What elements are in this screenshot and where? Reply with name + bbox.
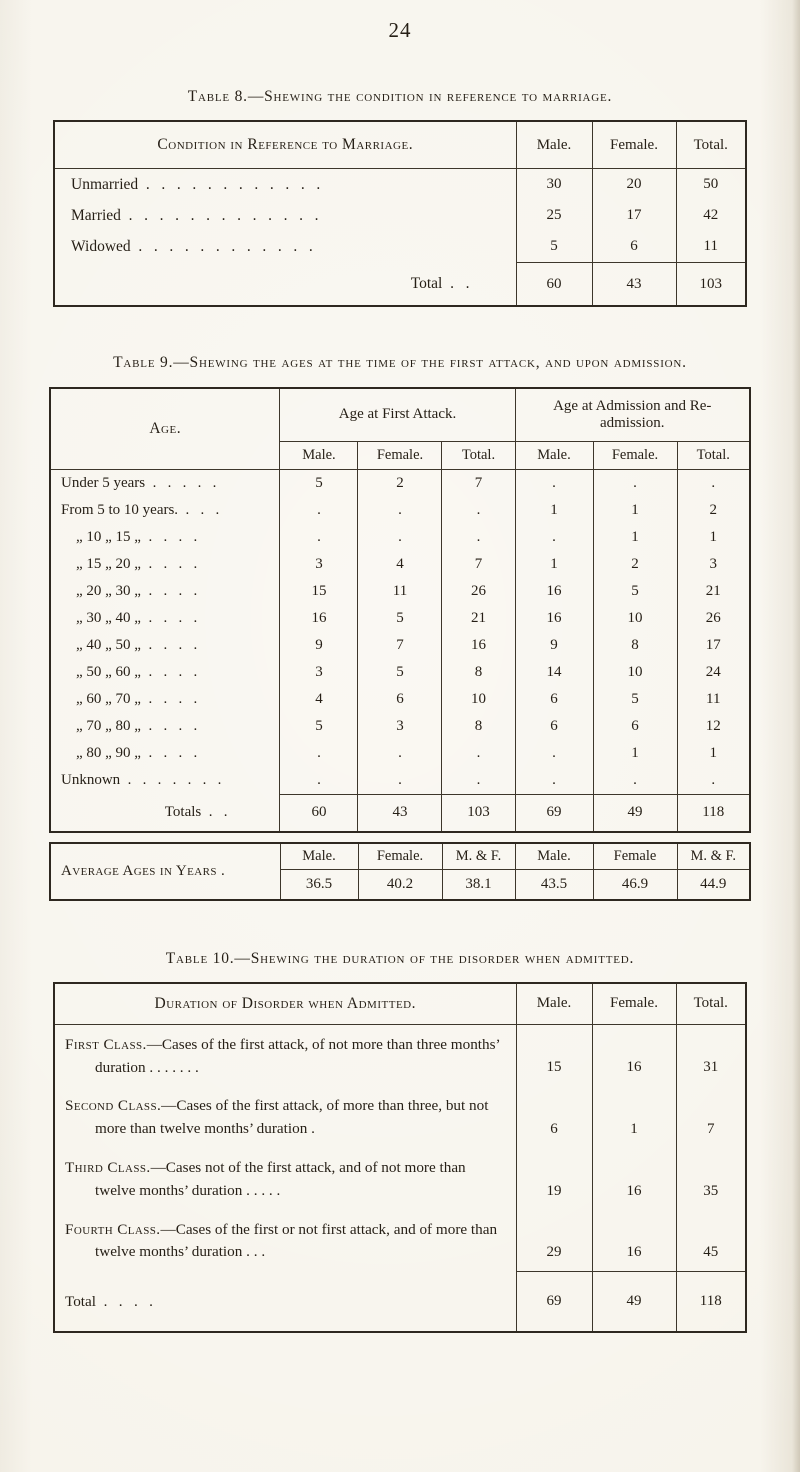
table9-admission-total-cell: 3 [677, 551, 750, 578]
table9-age-cell: „ 20 „ 30 „ . . . . [50, 578, 280, 605]
table9-row [50, 605, 750, 632]
table9-admission-total-header: Total. [677, 441, 750, 469]
table9-row [50, 469, 750, 497]
table9-attack-total-cell: 26 [442, 578, 515, 605]
table9-admission-total-cell: 11 [677, 686, 750, 713]
table10-total-total: 118 [676, 1271, 746, 1332]
table9-admission-female-cell: . [593, 767, 677, 795]
table10-header-duration: Duration of Disorder when Admitted. [54, 983, 516, 1025]
table9-attack-male-cell: 16 [280, 605, 358, 632]
table10-total-cell: 7 [676, 1086, 746, 1148]
table9-admission-total-cell: 26 [677, 605, 750, 632]
table9 [49, 387, 751, 833]
average-header-row [50, 843, 750, 870]
table9-admission-total-cell: 21 [677, 578, 750, 605]
table10-header-male: Male. [516, 983, 592, 1025]
table9-attack-male-cell: 9 [280, 632, 358, 659]
table9-admission-male-cell: 14 [515, 659, 593, 686]
average-admission-female-header: Female [593, 843, 677, 870]
table9-attack-total-cell: . [442, 767, 515, 795]
average-attack-female-value: 40.2 [358, 869, 442, 900]
table9-attack-female-cell: . [358, 740, 442, 767]
table9-attack-male-cell: 5 [280, 469, 358, 497]
table9-admission-female-cell: 1 [593, 740, 677, 767]
average-admission-mf-header: M. & F. [677, 843, 750, 870]
table10-total-cell: 31 [676, 1024, 746, 1086]
table9-admission-male-cell: 16 [515, 605, 593, 632]
table10-row [54, 1210, 746, 1272]
table9-attack-male-cell: 3 [280, 551, 358, 578]
table10-total-cell: 45 [676, 1210, 746, 1272]
table10-male-cell: 15 [516, 1024, 592, 1086]
table9-header-attack-group: Age at First Attack. [280, 388, 515, 442]
table8-total-label: Total . . [54, 263, 516, 307]
table9-age-cell: „ 10 „ 15 „ . . . . [50, 524, 280, 551]
table9-attack-total-cell: 7 [442, 551, 515, 578]
table9-admission-female-cell: 10 [593, 605, 677, 632]
table9-attack-total-cell: . [442, 524, 515, 551]
table10-row [54, 1148, 746, 1210]
table9-attack-total-cell: 21 [442, 605, 515, 632]
table8-condition-cell: Married . . . . . . . . . . . . . [54, 200, 516, 231]
table9-header-age: Age. [50, 388, 280, 470]
table9-totals-label: Totals . . [50, 794, 280, 832]
table9-attack-female-cell: 2 [358, 469, 442, 497]
table9-attack-male-cell: . [280, 767, 358, 795]
table9-attack-total-cell: 8 [442, 659, 515, 686]
page-number: 24 [388, 18, 412, 42]
table9-admission-female-cell: 1 [593, 524, 677, 551]
table9-attack-female-cell: . [358, 524, 442, 551]
table9-row [50, 524, 750, 551]
table8-female-cell: 6 [592, 231, 676, 263]
table9-admission-total-cell: . [677, 767, 750, 795]
table9-attack-total-cell: 10 [442, 686, 515, 713]
table9-age-cell: „ 80 „ 90 „ . . . . [50, 740, 280, 767]
table9-admission-female-cell: 2 [593, 551, 677, 578]
table9-admission-male-cell: 1 [515, 551, 593, 578]
table9-admission-total-cell: 24 [677, 659, 750, 686]
table10-duration-cell [54, 1024, 516, 1086]
table9-attack-male-cell: 5 [280, 713, 358, 740]
class-label: Third Class. [65, 1158, 151, 1176]
table9-attack-total-cell: . [442, 740, 515, 767]
table9-row [50, 740, 750, 767]
table9-admission-male-cell: 9 [515, 632, 593, 659]
class-description: —Cases of the first attack, of more than three, but not more than twelve months’ duration . [95, 1097, 489, 1138]
table9-age-cell: „ 50 „ 60 „ . . . . [50, 659, 280, 686]
table9-age-cell: „ 60 „ 70 „ . . . . [50, 686, 280, 713]
class-label: Fourth Class. [65, 1220, 161, 1238]
table8-female-cell: 20 [592, 169, 676, 201]
table9-row [50, 551, 750, 578]
average-admission-mf-value: 44.9 [677, 869, 750, 900]
table9-age-cell: „ 30 „ 40 „ . . . . [50, 605, 280, 632]
table10-total-row [54, 1271, 746, 1332]
table10-duration-cell [54, 1210, 516, 1272]
table9-admission-total-cell: 2 [677, 497, 750, 524]
table9-header-admission-group: Age at Admission and Re-admission. [515, 388, 750, 442]
table9-age-cell: Under 5 years . . . . . [50, 469, 280, 497]
table9-admission-total-cell: . [677, 469, 750, 497]
table8-total-cell: 11 [676, 231, 746, 263]
table9-admission-female-cell: 10 [593, 659, 677, 686]
table9-row [50, 686, 750, 713]
table9-admission-total-cell: 12 [677, 713, 750, 740]
table8-male-cell: 30 [516, 169, 592, 201]
table9-attack-female-cell: 6 [358, 686, 442, 713]
table10 [53, 982, 747, 1333]
table8-total-cell: 42 [676, 200, 746, 231]
table9-admission-female-cell: 6 [593, 713, 677, 740]
table8-male-cell: 25 [516, 200, 592, 231]
table9-totals-row [50, 794, 750, 832]
table9-totals-admission-male: 69 [515, 794, 593, 832]
table9-admission-male-header: Male. [515, 441, 593, 469]
table9-attack-female-cell: 4 [358, 551, 442, 578]
table9-admission-male-cell: . [515, 469, 593, 497]
table9-average-table [49, 842, 751, 901]
average-admission-male-header: Male. [515, 843, 593, 870]
table9-totals-attack-female: 43 [358, 794, 442, 832]
table9-attack-female-header: Female. [358, 441, 442, 469]
table8-total-row [54, 263, 746, 307]
table9-admission-total-cell: 1 [677, 740, 750, 767]
table9-attack-male-cell: 3 [280, 659, 358, 686]
table8-row [54, 200, 746, 231]
table9-admission-female-header: Female. [593, 441, 677, 469]
table8-row [54, 169, 746, 201]
class-label: Second Class. [65, 1097, 162, 1115]
table9-admission-total-cell: 17 [677, 632, 750, 659]
class-label: First Class. [65, 1035, 147, 1053]
table9-admission-male-cell: . [515, 740, 593, 767]
table10-female-cell: 1 [592, 1086, 676, 1148]
table8-total-male: 60 [516, 263, 592, 307]
table8-condition-cell: Widowed . . . . . . . . . . . . [54, 231, 516, 263]
table9-attack-total-header: Total. [442, 441, 515, 469]
table8-header-condition: Condition in Reference to Marriage. [54, 121, 516, 169]
table10-male-cell: 6 [516, 1086, 592, 1148]
table9-age-cell: „ 15 „ 20 „ . . . . [50, 551, 280, 578]
table9-admission-female-cell: . [593, 469, 677, 497]
table9-row [50, 713, 750, 740]
table9-age-cell: Unknown . . . . . . . [50, 767, 280, 795]
average-admission-female-value: 46.9 [593, 869, 677, 900]
table8-header-row [54, 121, 746, 169]
table9-admission-female-cell: 8 [593, 632, 677, 659]
table10-total-label: Total . . . . [54, 1271, 516, 1332]
table8-header-total: Total. [676, 121, 746, 169]
table10-header-row [54, 983, 746, 1025]
table9-age-cell: From 5 to 10 years. . . . [50, 497, 280, 524]
table10-duration-cell [54, 1148, 516, 1210]
table10-row [54, 1024, 746, 1086]
table9-admission-female-cell: 5 [593, 686, 677, 713]
average-attack-mf-value: 38.1 [442, 869, 515, 900]
table9-age-cell: „ 40 „ 50 „ . . . . [50, 632, 280, 659]
table8-total-total: 103 [676, 263, 746, 307]
table8-female-cell: 17 [592, 200, 676, 231]
table10-total-male: 69 [516, 1271, 592, 1332]
table10-male-cell: 29 [516, 1210, 592, 1272]
table9-group-header-row [50, 388, 750, 442]
table8-total-female: 43 [592, 263, 676, 307]
table9-row [50, 767, 750, 795]
table8-title: Table 8.—Shewing the condition in reference to marriage. [187, 88, 613, 105]
table9-attack-total-cell: 7 [442, 469, 515, 497]
table9-admission-male-cell: 6 [515, 713, 593, 740]
table9-admission-female-cell: 1 [593, 497, 677, 524]
table10-female-cell: 16 [592, 1148, 676, 1210]
table10-total-cell: 35 [676, 1148, 746, 1210]
table9-row [50, 659, 750, 686]
table10-header-total: Total. [676, 983, 746, 1025]
table9-totals-admission-total: 118 [677, 794, 750, 832]
table9-attack-male-cell: 15 [280, 578, 358, 605]
table9-attack-male-cell: 4 [280, 686, 358, 713]
table9-totals-attack-male: 60 [280, 794, 358, 832]
table9-admission-male-cell: 16 [515, 578, 593, 605]
table10-title: Table 10.—Shewing the duration of the disorder when admitted. [165, 949, 635, 967]
table9-attack-female-cell: . [358, 767, 442, 795]
table9-age-cell: „ 70 „ 80 „ . . . . [50, 713, 280, 740]
class-description: —Cases of the first or not first attack, and of more than twelve months’ duration . . . [95, 1220, 498, 1261]
average-attack-male-value: 36.5 [280, 869, 358, 900]
table9-admission-male-cell: . [515, 767, 593, 795]
table8-header-female: Female. [592, 121, 676, 169]
table8 [53, 120, 747, 307]
table10-total-female: 49 [592, 1271, 676, 1332]
table9-attack-female-cell: 5 [358, 605, 442, 632]
table8-total-cell: 50 [676, 169, 746, 201]
table10-female-cell: 16 [592, 1024, 676, 1086]
table9-totals-attack-total: 103 [442, 794, 515, 832]
table9-attack-female-cell: 3 [358, 713, 442, 740]
average-attack-mf-header: M. & F. [442, 843, 515, 870]
table9-attack-female-cell: 5 [358, 659, 442, 686]
table9-admission-male-cell: 6 [515, 686, 593, 713]
table8-header-male: Male. [516, 121, 592, 169]
average-admission-male-value: 43.5 [515, 869, 593, 900]
table9-attack-male-header: Male. [280, 441, 358, 469]
table10-header-female: Female. [592, 983, 676, 1025]
table10-duration-cell [54, 1086, 516, 1148]
table9-attack-female-cell: 11 [358, 578, 442, 605]
table10-male-cell: 19 [516, 1148, 592, 1210]
table8-row [54, 231, 746, 263]
table9-attack-total-cell: 8 [442, 713, 515, 740]
table10-female-cell: 16 [592, 1210, 676, 1272]
table9-title: Table 9.—Shewing the ages at the time of the first attack, and upon admission. [113, 354, 687, 372]
average-attack-female-header: Female. [358, 843, 442, 870]
average-ages-label: Average Ages in Years . [50, 843, 280, 900]
table10-row [54, 1086, 746, 1148]
average-attack-male-header: Male. [280, 843, 358, 870]
table9-attack-male-cell: . [280, 524, 358, 551]
table9-attack-total-cell: . [442, 497, 515, 524]
table9-admission-male-cell: . [515, 524, 593, 551]
table9-row [50, 632, 750, 659]
table9-totals-admission-female: 49 [593, 794, 677, 832]
class-description: —Cases not of the first attack, and of not more than twelve months’ duration . . . . . [95, 1158, 466, 1199]
table8-condition-cell: Unmarried . . . . . . . . . . . . [54, 169, 516, 201]
table8-male-cell: 5 [516, 231, 592, 263]
table9-attack-female-cell: 7 [358, 632, 442, 659]
table9-admission-male-cell: 1 [515, 497, 593, 524]
table9-attack-male-cell: . [280, 740, 358, 767]
table9-attack-female-cell: . [358, 497, 442, 524]
table9-attack-male-cell: . [280, 497, 358, 524]
table9-row [50, 578, 750, 605]
table9-admission-total-cell: 1 [677, 524, 750, 551]
table9-attack-total-cell: 16 [442, 632, 515, 659]
table9-row [50, 497, 750, 524]
class-description: —Cases of the first attack, of not more than three months’ duration . . . . . . . [95, 1035, 500, 1076]
table9-admission-female-cell: 5 [593, 578, 677, 605]
